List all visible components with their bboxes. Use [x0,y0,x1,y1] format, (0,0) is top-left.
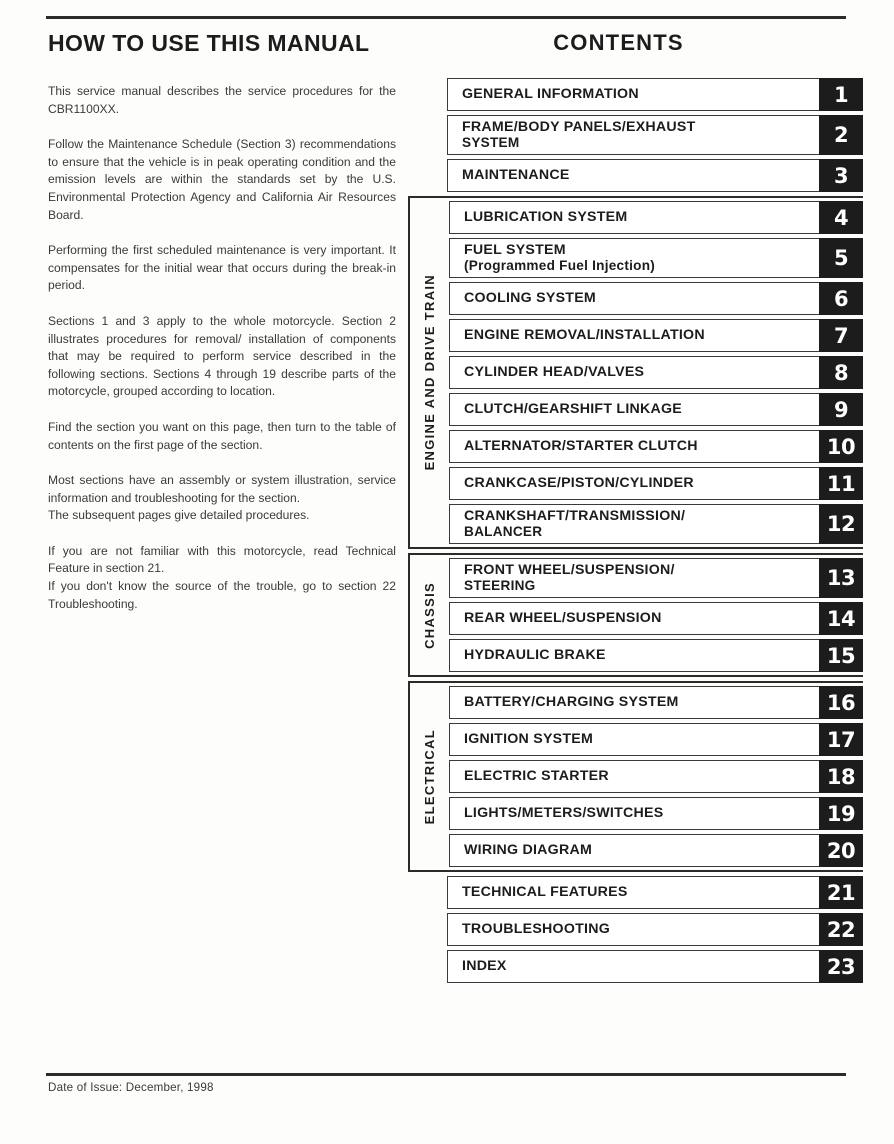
contents-entry-label-box [447,115,819,155]
contents-entry-title: TROUBLESHOOTING [462,921,610,938]
how-to-use-section [46,30,401,613]
contents-entry-label-box [449,602,819,635]
contents-entry-title: MAINTENANCE [462,167,570,184]
contents-entry-7[interactable] [449,319,863,352]
section-number-tab[interactable]: 15 [819,639,863,672]
section-number-tab[interactable]: 7 [819,319,863,352]
contents-entry-11[interactable] [449,467,863,500]
intro-paragraph: Performing the first scheduled maintenance is very important. It compensates for the initial wear that occurs during the break-in period. [48,243,396,293]
contents-entry-8[interactable] [449,356,863,389]
group-label-text: ENGINE AND DRIVE TRAIN [422,274,437,471]
group-label [410,683,449,870]
contents-entry-2[interactable] [447,115,863,155]
contents-entry-13[interactable] [449,558,863,598]
section-number-tab[interactable]: 16 [819,686,863,719]
contents-entry-title: CYLINDER HEAD/VALVES [464,364,645,381]
section-number-tab[interactable]: 22 [819,913,863,946]
contents-entry-title: FRONT WHEEL/SUSPENSION/ [464,561,675,578]
section-number-tab[interactable]: 6 [819,282,863,315]
contents-group-chassis [408,553,863,677]
contents-entry-subtitle: BALANCER [464,524,543,539]
contents-entry-9[interactable] [449,393,863,426]
group-label [410,555,449,675]
contents-entry-1[interactable] [447,78,863,111]
contents-entry-title: CLUTCH/GEARSHIFT LINKAGE [464,401,683,418]
contents-entry-label-box [447,78,819,111]
header-divider [46,16,846,19]
contents-entry-15[interactable] [449,639,863,672]
section-number-tab[interactable]: 11 [819,467,863,500]
contents-entry-label-box [449,558,819,598]
contents-entry-subtitle: (Programmed Fuel Injection) [464,258,656,273]
intro-paragraph: Find the section you want on this page, then turn to the table of contents on the first page of the section. [48,419,396,452]
contents-entry-22[interactable] [447,913,863,946]
section-number-tab[interactable]: 21 [819,876,863,909]
section-number-tab[interactable]: 4 [819,201,863,234]
contents-entry-label-box [449,393,819,426]
section-number-tab[interactable]: 20 [819,834,863,867]
intro-paragraph-list [46,83,401,613]
contents-entry-label-box [449,686,819,719]
section-number-tab[interactable]: 2 [819,115,863,155]
section-number-tab[interactable]: 1 [819,78,863,111]
contents-entry-label-box [449,504,819,544]
contents-section [408,30,863,987]
section-number-tab[interactable]: 14 [819,602,863,635]
contents-entry-label-box [447,876,819,909]
section-number-tab[interactable]: 12 [819,504,863,544]
contents-entry-label-box [449,797,819,830]
contents-group [408,876,863,983]
contents-entry-title: FRAME/BODY PANELS/EXHAUST [462,118,696,135]
contents-entry-title: HYDRAULIC BRAKE [464,647,606,664]
section-number-tab[interactable]: 17 [819,723,863,756]
contents-entry-title: GENERAL INFORMATION [462,86,639,103]
contents-entry-title: ENGINE REMOVAL/INSTALLATION [464,327,705,344]
contents-entry-title: ALTERNATOR/STARTER CLUTCH [464,438,698,455]
intro-paragraph: Sections 1 and 3 apply to the whole motorcycle. Section 2 illustrates procedures for removal/ installation of components that may be required to perform service described in the following sections. Sections 4 through 19 describe parts of the motorcycle, grouped according to location. [48,313,396,399]
contents-group [408,78,863,192]
table-of-contents [408,78,863,983]
contents-entry-14[interactable] [449,602,863,635]
contents-entry-title: INDEX [462,958,507,975]
group-label [410,198,449,547]
contents-entry-title: REAR WHEEL/SUSPENSION [464,610,662,627]
contents-entry-16[interactable] [449,686,863,719]
contents-entry-label-box [449,760,819,793]
contents-entry-3[interactable] [447,159,863,192]
contents-entry-label-box [449,834,819,867]
contents-entry-label-box [449,319,819,352]
contents-entry-21[interactable] [447,876,863,909]
section-number-tab[interactable]: 9 [819,393,863,426]
contents-entry-title: FUEL SYSTEM [464,241,566,258]
contents-entry-19[interactable] [449,797,863,830]
contents-group-electrical [408,681,863,872]
contents-entry-12[interactable] [449,504,863,544]
contents-entry-label-box [449,356,819,389]
section-number-tab[interactable]: 18 [819,760,863,793]
group-label-text: ELECTRICAL [422,728,437,825]
section-number-tab[interactable]: 8 [819,356,863,389]
contents-entry-title: LIGHTS/METERS/SWITCHES [464,805,664,822]
intro-paragraph: If you are not familiar with this motorcycle, read Technical Feature in section 21. If you don't know the source of the trouble, go to section 22 Troubleshooting. [48,543,396,611]
contents-entry-label-box [449,238,819,278]
section-number-tab[interactable]: 3 [819,159,863,192]
contents-entry-title: BATTERY/CHARGING SYSTEM [464,694,679,711]
contents-entry-label-box [449,282,819,315]
contents-entry-label-box [447,913,819,946]
contents-entry-label-box [449,723,819,756]
contents-entry-5[interactable] [449,238,863,278]
section-number-tab[interactable]: 13 [819,558,863,598]
contents-entry-6[interactable] [449,282,863,315]
intro-paragraph: This service manual describes the service procedures for the CBR1100XX. [48,84,396,116]
intro-paragraph: Follow the Maintenance Schedule (Section 3) recommendations to ensure that the vehicle is in peak operating condition and the emission levels are within the standards set by the U.S. Environmental Protection Agency and California Air Resources Board. [48,137,396,222]
contents-entry-title: ELECTRIC STARTER [464,768,609,785]
section-number-tab[interactable]: 10 [819,430,863,463]
contents-entry-subtitle: STEERING [464,578,536,593]
contents-entry-title: IGNITION SYSTEM [464,731,594,748]
contents-entry-17[interactable] [449,723,863,756]
contents-entry-4[interactable] [449,201,863,234]
contents-entry-title: CRANKCASE/PISTON/CYLINDER [464,475,694,492]
contents-entry-title: WIRING DIAGRAM [464,842,593,859]
contents-entry-title: CRANKSHAFT/TRANSMISSION/ [464,507,686,524]
contents-entry-23[interactable] [447,950,863,983]
contents-entry-label-box [447,950,819,983]
contents-entry-title: LUBRICATION SYSTEM [464,209,628,226]
contents-entry-18[interactable] [449,760,863,793]
intro-paragraph: Most sections have an assembly or system illustration, service information and troubleshooting for the section. The subsequent pages give detailed procedures. [48,473,396,523]
contents-entry-label-box [449,639,819,672]
contents-entry-title: TECHNICAL FEATURES [462,884,628,901]
contents-entry-20[interactable] [449,834,863,867]
contents-entry-label-box [447,159,819,192]
group-label-text: CHASSIS [422,581,437,649]
contents-entry-label-box [449,467,819,500]
section-number-tab[interactable]: 23 [819,950,863,983]
contents-entry-10[interactable] [449,430,863,463]
section-number-tab[interactable]: 19 [819,797,863,830]
page-title: HOW TO USE THIS MANUAL [48,30,370,56]
contents-title: CONTENTS [553,30,684,55]
contents-entry-label-box [449,430,819,463]
contents-entry-subtitle: SYSTEM [462,135,520,150]
date-of-issue: Date of Issue: December, 1998 [48,1081,214,1094]
section-number-tab[interactable]: 5 [819,238,863,278]
contents-entry-title: COOLING SYSTEM [464,290,596,307]
contents-entry-label-box [449,201,819,234]
footer-divider [46,1073,846,1076]
contents-group-engine-and-drive-train [408,196,863,549]
